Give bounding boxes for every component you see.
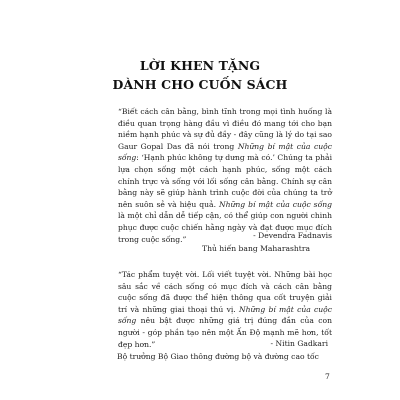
quote-segment: nêu bật được những giá trị đúng đắn của con người - góp phần tạo nên một Ấn Độ mạnh mẽ hơn, tốt đẹp hơn.” bbox=[118, 316, 332, 349]
quote-segment: “Tác phẩm tuyệt vời. Lối viết tuyệt vời. Những bài học sâu sắc về cách sống có mục đích và cách cân bằng cuộc sống đã được thể hiện thông qua cốt truyện giải trí và những giai thoại thú vị. bbox=[118, 270, 332, 314]
page-heading-line2: DÀNH CHO CUỐN SÁCH bbox=[112, 77, 288, 92]
page-number: 7 bbox=[325, 372, 330, 381]
testimonial-author-title-1: Thủ hiến bang Maharashtra bbox=[202, 244, 310, 253]
quote-segment: là một chỉ dẫn dễ tiếp cận, có thể giúp con người chinh phục được cuộc chiến hằng ngày và đạt được mục đích trong cuộc sống.” bbox=[118, 211, 332, 244]
book-title-italic: Những bí mật của cuộc sống bbox=[218, 199, 332, 209]
book-title-italic: Những bí mật của cuộc sống bbox=[118, 141, 332, 163]
testimonial-quote-1 bbox=[118, 106, 332, 245]
book-title-italic: Những bí mật của cuộc sống bbox=[118, 304, 333, 326]
testimonial-author-2: - Nitin Gadkari bbox=[270, 339, 328, 348]
testimonial-author-1: - Devendra Fadnavis bbox=[253, 231, 332, 240]
page-heading-line1: LỜI KHEN TẶNG bbox=[139, 58, 261, 73]
testimonial-author-title-2: Bộ trưởng Bộ Giao thông đường bộ và đường cao tốc bbox=[117, 352, 319, 361]
quote-segment: “Biết cách cân bằng, bình tĩnh trong mọi tình huống là điều quan trọng hàng đầu vì điều đó mang tới cho bạn niềm hạnh phúc và sự đủ đầy - đây cũng là lý do tại sao Gaur Gopal Das đã nói trong bbox=[118, 107, 332, 151]
quote-segment: : ‘Hạnh phúc không tự dưng mà có.’ Chúng ta phải lựa chọn sống một cách hạnh phúc, sống một cách chính trực và sống với lối sống cân bằng. Chính sự cân bằng này sẽ giúp hành trình cuộc đời của chúng ta trở nên suôn sẻ và hiệu quả. bbox=[118, 153, 332, 209]
